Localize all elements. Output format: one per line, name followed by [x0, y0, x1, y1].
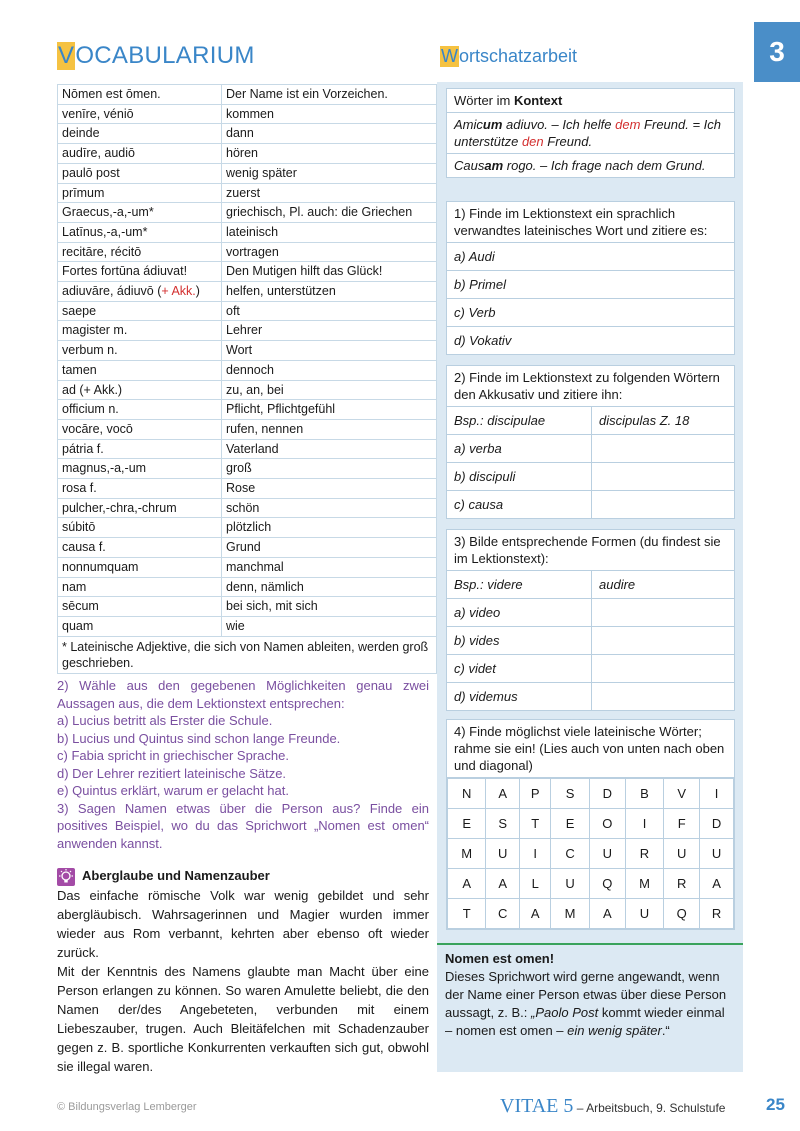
- latin-term: ad (+ Akk.): [58, 380, 222, 400]
- task-2-option: c) Fabia spricht in griechischer Sprache.: [57, 748, 289, 763]
- latin-term: rosa f.: [58, 479, 222, 499]
- nomen-est-omen-box: Nomen est omen! Dieses Sprichwort wird gerne angewandt, wenn der Name einer Person etwas über diese Person aussagt, z. B.: „Paolo Post kommt wieder einmal – nomen est omen – ein wenig später.“: [437, 943, 743, 1045]
- german-translation: lateinisch: [222, 222, 437, 242]
- vocab-row: [58, 518, 437, 538]
- letter-cell[interactable]: F: [664, 809, 700, 839]
- german-translation: denn, nämlich: [222, 577, 437, 597]
- vocab-footnote: * Lateinische Adjektive, die sich von Namen ableiten, werden groß geschrieben.: [58, 636, 437, 673]
- latin-term: súbitō: [58, 518, 222, 538]
- letter-cell[interactable]: L: [520, 869, 551, 899]
- german-translation: helfen, unterstützen: [222, 282, 437, 302]
- letter-grid: [447, 778, 734, 929]
- answer-row[interactable]: c) videt: [447, 655, 734, 683]
- answer-row[interactable]: b) Primel: [447, 271, 734, 299]
- tasks-section: [57, 677, 429, 852]
- letter-cell[interactable]: I: [700, 779, 734, 809]
- german-translation: Vaterland: [222, 439, 437, 459]
- vocab-row: [58, 459, 437, 479]
- latin-term: paulō post: [58, 163, 222, 183]
- letter-cell[interactable]: I: [625, 809, 663, 839]
- latin-term: causa f.: [58, 538, 222, 558]
- letter-cell[interactable]: R: [625, 839, 663, 869]
- task-2-option: d) Der Lehrer rezitiert lateinische Sätze.: [57, 765, 287, 781]
- lightbulb-icon: [57, 868, 75, 886]
- letter-cell[interactable]: M: [448, 839, 486, 869]
- letter-cell[interactable]: A: [486, 869, 520, 899]
- latin-term: Latīnus,-a,-um*: [58, 222, 222, 242]
- german-translation: wie: [222, 616, 437, 636]
- task-3: 3) Sagen Namen etwas über die Person aus? Finde ein positives Beispiel, wo du das Sprichwort „Nomen est omen“ anwenden kannst.: [57, 800, 429, 851]
- task-2-option: e) Quintus erklärt, warum er gelacht hat.: [57, 783, 289, 798]
- context-example: Causam rogo. – Ich frage nach dem Grund.: [454, 158, 706, 173]
- german-translation: Lehrer: [222, 321, 437, 341]
- page-number: 25: [766, 1095, 785, 1114]
- latin-term: sēcum: [58, 597, 222, 617]
- exercise-3: 3) Bilde entsprechende Formen (du findest sie im Lektionstext): Bsp.: videre audire a) video b) vides c) videt d) videmus: [446, 529, 735, 711]
- vocab-row: [58, 124, 437, 144]
- letter-cell[interactable]: C: [486, 899, 520, 929]
- german-translation: kommen: [222, 104, 437, 124]
- vocab-row: [58, 262, 437, 282]
- vocab-row: [58, 616, 437, 636]
- letter-cell[interactable]: S: [486, 809, 520, 839]
- vocab-row: [58, 538, 437, 558]
- latin-term: Nōmen est ōmen.: [58, 85, 222, 105]
- info-text: [57, 886, 429, 1076]
- german-translation: dennoch: [222, 360, 437, 380]
- latin-term: adiuvāre, ádiuvō (+ Akk.): [58, 282, 222, 302]
- letter-cell[interactable]: E: [448, 809, 486, 839]
- latin-term: recitāre, récitō: [58, 242, 222, 262]
- vocabulary-table: [57, 84, 437, 674]
- letter-cell[interactable]: T: [448, 899, 486, 929]
- latin-term: nam: [58, 577, 222, 597]
- latin-term: pulcher,-chra,-chrum: [58, 498, 222, 518]
- letter-cell[interactable]: D: [589, 779, 625, 809]
- latin-term: officium n.: [58, 400, 222, 420]
- latin-term: audīre, audiō: [58, 144, 222, 164]
- letter-cell[interactable]: V: [664, 779, 700, 809]
- letter-cell[interactable]: O: [589, 809, 625, 839]
- letter-cell[interactable]: R: [700, 899, 734, 929]
- latin-term: prīmum: [58, 183, 222, 203]
- answer-row[interactable]: a) video: [447, 599, 734, 627]
- german-translation: Rose: [222, 479, 437, 499]
- german-translation: dann: [222, 124, 437, 144]
- vocab-row: [58, 341, 437, 361]
- vocab-row: [58, 498, 437, 518]
- latin-term: Fortes fortūna ádiuvat!: [58, 262, 222, 282]
- vocab-row: [58, 282, 437, 302]
- latin-term: pátria f.: [58, 439, 222, 459]
- german-translation: zu, an, bei: [222, 380, 437, 400]
- german-translation: rufen, nennen: [222, 419, 437, 439]
- latin-term: saepe: [58, 301, 222, 321]
- info-paragraph: Mit der Kenntnis des Namens glaubte man Macht über eine Person erlangen zu können. So waren Amulette beliebt, die den Namen der/des Angebeteten, verbunden mit einem Liebeszauber, trugen. Auch Bleitäfelchen mit Schadenzauber gegen z. B. sportliche Konkurrenten verkauften sich gut, obwohl sie illegal waren.: [57, 964, 429, 1074]
- letter-cell[interactable]: Q: [664, 899, 700, 929]
- letter-cell[interactable]: M: [551, 899, 589, 929]
- german-translation: wenig später: [222, 163, 437, 183]
- exercise-4: 4) Finde möglichst viele lateinische Wörter; rahme sie ein! (Lies auch von unten nach oben und diagonal) N A P S D B V I E S T E O I F D M U I C U R U U A A L U Q M R A T C A M A U Q R: [446, 719, 735, 930]
- latin-term: verbum n.: [58, 341, 222, 361]
- vocab-row: [58, 183, 437, 203]
- vocab-row: [58, 301, 437, 321]
- vocab-row: [58, 222, 437, 242]
- letter-cell[interactable]: A: [520, 899, 551, 929]
- info-paragraph: Das einfache römische Volk war wenig gebildet und sehr abergläubisch. Wahrsagerinnen und Magier wurden immer wieder aus Rom verbannt, kehrten aber ebenso oft wieder zurück.: [57, 888, 429, 960]
- german-translation: Grund: [222, 538, 437, 558]
- latin-term: deinde: [58, 124, 222, 144]
- answer-row[interactable]: a) Audi: [447, 243, 734, 271]
- vocab-row: [58, 419, 437, 439]
- letter-cell[interactable]: U: [551, 869, 589, 899]
- german-translation: Pflicht, Pflichtgefühl: [222, 400, 437, 420]
- letter-cell[interactable]: R: [664, 869, 700, 899]
- context-example: Amicum adiuvo. – Ich helfe dem Freund. = Ich unterstütze den Freund.: [447, 113, 734, 154]
- task-2-option: a) Lucius betritt als Erster die Schule.: [57, 713, 273, 728]
- german-translation: Wort: [222, 341, 437, 361]
- task-2-option: b) Lucius und Quintus sind schon lange Freunde.: [57, 730, 341, 746]
- german-translation: oft: [222, 301, 437, 321]
- german-translation: plötzlich: [222, 518, 437, 538]
- chapter-tab: 3: [754, 22, 800, 82]
- german-translation: Den Mutigen hilft das Glück!: [222, 262, 437, 282]
- vocab-row: [58, 597, 437, 617]
- latin-term: quam: [58, 616, 222, 636]
- letter-cell[interactable]: A: [448, 869, 486, 899]
- vocab-row: [58, 557, 437, 577]
- letter-cell[interactable]: P: [520, 779, 551, 809]
- vocab-row: [58, 380, 437, 400]
- vocab-row: [58, 203, 437, 223]
- latin-term: magister m.: [58, 321, 222, 341]
- german-translation: manchmal: [222, 557, 437, 577]
- latin-term: nonnumquam: [58, 557, 222, 577]
- vocab-row: [58, 439, 437, 459]
- german-translation: hören: [222, 144, 437, 164]
- exercise-2: 2) Finde im Lektionstext zu folgenden Wörtern den Akkusativ und zitiere ihn: Bsp.: discipulae discipulas Z. 18 a) verba b) discipuli c) causa: [446, 365, 735, 519]
- letter-cell[interactable]: D: [700, 809, 734, 839]
- vocab-row: [58, 577, 437, 597]
- german-translation: zuerst: [222, 183, 437, 203]
- letter-cell[interactable]: E: [551, 809, 589, 839]
- letter-cell[interactable]: M: [625, 869, 663, 899]
- german-translation: bei sich, mit sich: [222, 597, 437, 617]
- latin-term: tamen: [58, 360, 222, 380]
- vocab-row: [58, 400, 437, 420]
- answer-row[interactable]: d) Vokativ: [454, 333, 512, 348]
- german-translation: groß: [222, 459, 437, 479]
- german-translation: vortragen: [222, 242, 437, 262]
- vocabularium-heading: VOCABULARIUM: [58, 42, 255, 69]
- letter-cell[interactable]: Q: [589, 869, 625, 899]
- letter-cell[interactable]: N: [448, 779, 486, 809]
- vocab-row: [58, 85, 437, 105]
- vocab-row: [58, 163, 437, 183]
- letter-cell[interactable]: I: [520, 839, 551, 869]
- answer-row[interactable]: d) videmus: [447, 683, 734, 710]
- copyright: © Bildungsverlag Lemberger: [57, 1101, 197, 1113]
- book-brand: VITAE 5 – Arbeitsbuch, 9. Schulstufe: [500, 1095, 726, 1117]
- vocab-row: [58, 321, 437, 341]
- vocab-row: [58, 479, 437, 499]
- letter-cell[interactable]: A: [589, 899, 625, 929]
- letter-cell[interactable]: C: [551, 839, 589, 869]
- vocab-row: [58, 242, 437, 262]
- german-translation: schön: [222, 498, 437, 518]
- letter-cell[interactable]: U: [625, 899, 663, 929]
- letter-cell[interactable]: A: [486, 779, 520, 809]
- info-title: Aberglaube und Namenzauber: [82, 868, 270, 883]
- vocab-row: [58, 104, 437, 124]
- context-box: Wörter im Kontext Amicum adiuvo. – Ich helfe dem Freund. = Ich unterstütze den Freund. Causam rogo. – Ich frage nach dem Grund.: [446, 88, 735, 178]
- answer-row[interactable]: b) vides: [447, 627, 734, 655]
- german-translation: Der Name ist ein Vorzeichen.: [222, 85, 437, 105]
- answer-row[interactable]: a) verba: [447, 435, 734, 463]
- wortschatzarbeit-heading: Wortschatzarbeit: [441, 46, 578, 66]
- letter-cell[interactable]: A: [700, 869, 734, 899]
- latin-term: venīre, véniō: [58, 104, 222, 124]
- answer-row[interactable]: b) discipuli: [447, 463, 734, 491]
- exercise-1: 1) Finde im Lektionstext ein sprachlich verwandtes lateinisches Wort und zitiere es: a) Audi b) Primel c) Verb d) Vokativ: [446, 201, 735, 355]
- task-2: 2) Wähle aus den gegebenen Möglichkeiten genau zwei Aussagen aus, die dem Lektionstext entsprechen:: [57, 678, 429, 711]
- letter-cell[interactable]: U: [486, 839, 520, 869]
- letter-cell[interactable]: U: [664, 839, 700, 869]
- letter-cell[interactable]: U: [700, 839, 734, 869]
- letter-cell[interactable]: S: [551, 779, 589, 809]
- german-translation: griechisch, Pl. auch: die Griechen: [222, 203, 437, 223]
- vocab-row: [58, 144, 437, 164]
- latin-term: magnus,-a,-um: [58, 459, 222, 479]
- letter-cell[interactable]: B: [625, 779, 663, 809]
- answer-row[interactable]: c) causa: [447, 491, 734, 518]
- answer-row[interactable]: c) Verb: [447, 299, 734, 327]
- letter-cell[interactable]: U: [589, 839, 625, 869]
- letter-cell[interactable]: T: [520, 809, 551, 839]
- latin-term: vocāre, vocō: [58, 419, 222, 439]
- vocab-row: [58, 360, 437, 380]
- latin-term: Graecus,-a,-um*: [58, 203, 222, 223]
